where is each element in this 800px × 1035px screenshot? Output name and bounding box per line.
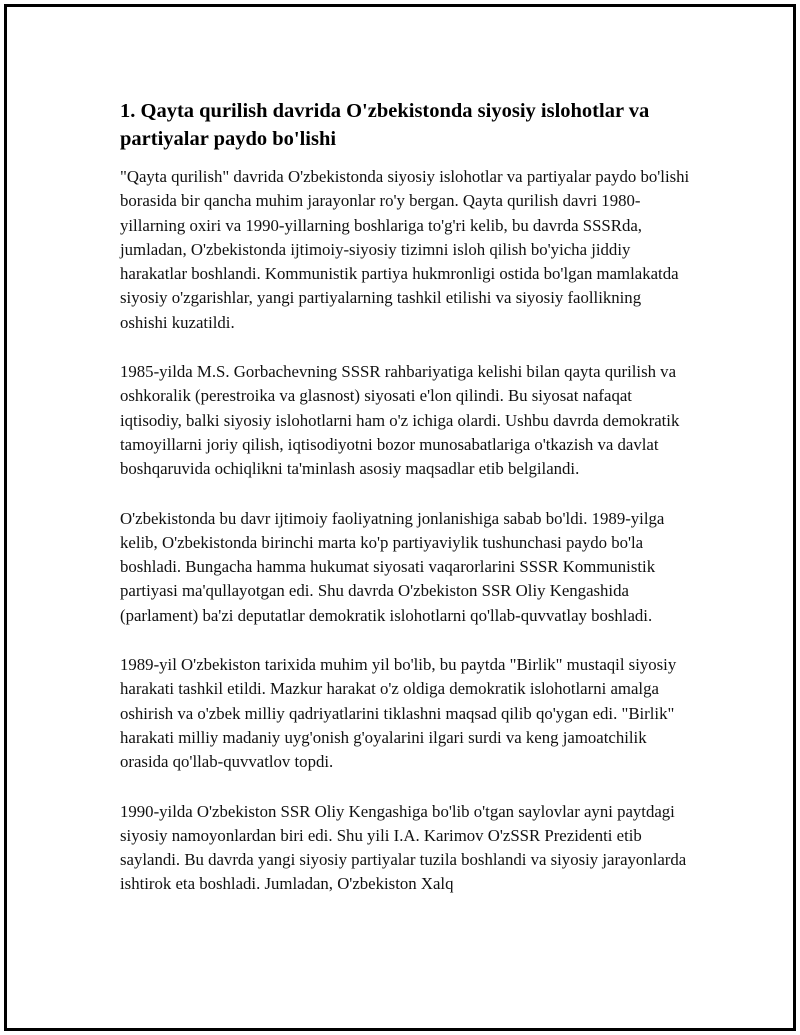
document-body	[120, 97, 690, 922]
section-heading: 1. Qayta qurilish davrida O'zbekistonda siyosiy islohotlar va partiyalar paydo bo'lishi	[120, 100, 650, 150]
paragraph: "Qayta qurilish" davrida O'zbekistonda siyosiy islohotlar va partiyalar paydo bo'lishi borasida bir qancha muhim jarayonlar ro'y bergan. Qayta qurilish davri 1980-yillarning oxiri va 1990-yillarning boshlariga to'g'ri kelib, bu davrda SSSRda, jumladan, O'zbekistonda ijtimoiy-siyosiy tizimni isloh qilish bo'yicha jiddiy harakatlar boshlandi. Kommunistik partiya hukmronligi ostida bo'lgan mamlakatda siyosiy o'zgarishlar, yangi partiyalarning tashkil etilishi va siyosiy faollikning oshishi kuzatildi.	[120, 167, 690, 332]
paragraph: 1990-yilda O'zbekiston SSR Oliy Kengashiga bo'lib o'tgan saylovlar ayni paytdagi siyosiy namoyonlardan biri edi. Shu yili I.A. Karimov O'zSSR Prezidenti etib saylandi. Bu davrda yangi siyosiy partiyalar tuzila boshlandi va siyosiy jarayonlarda ishtirok eta boshladi. Jumladan, O'zbekiston Xalq	[120, 801, 687, 894]
paragraph: O'zbekistonda bu davr ijtimoiy faoliyatning jonlanishiga sabab bo'ldi. 1989-yilga kelib, O'zbekistonda birinchi marta ko'p partiyaviylik tushunchasi paydo bo'la boshladi. Bungacha hamma hukumat siyosati vaqarorlarini SSSR Kommunistik partiyasi ma'qullayotgan edi. Shu davrda O'zbekiston SSR Oliy Kengashida (parlament) ba'zi deputatlar demokratik islohotlarni qo'llab-quvvatlay boshladi.	[120, 508, 665, 625]
paragraph: 1989-yil O'zbekiston tarixida muhim yil bo'lib, bu paytda "Birlik" mustaqil siyosiy harakati tashkil etildi. Mazkur harakat o'z oldiga demokratik islohotlarni amalga oshirish va o'zbek milliy qadriyatlarini tiklashni maqsad qilib qo'ygan edi. "Birlik" harakati milliy madaniy uyg'onish g'oyalarini ilgari surdi va keng jamoatchilik orasida qo'llab-quvvatlov topdi.	[120, 655, 677, 772]
paragraph: 1985-yilda M.S. Gorbachevning SSSR rahbariyatiga kelishi bilan qayta qurilish va oshkoralik (perestroika va glasnost) siyosati e'lon qilindi. Bu siyosat nafaqat iqtisodiy, balki siyosiy islohotlarni ham o'z ichiga olardi. Ushbu davrda demokratik tamoyillarni joriy qilish, iqtisodiyotni bozor munosabatlariga o'tkazish va davlat boshqaruvida ochiqlikni ta'minlash asosiy maqsadlar etib belgilandi.	[120, 362, 680, 479]
page-border	[4, 4, 796, 1031]
